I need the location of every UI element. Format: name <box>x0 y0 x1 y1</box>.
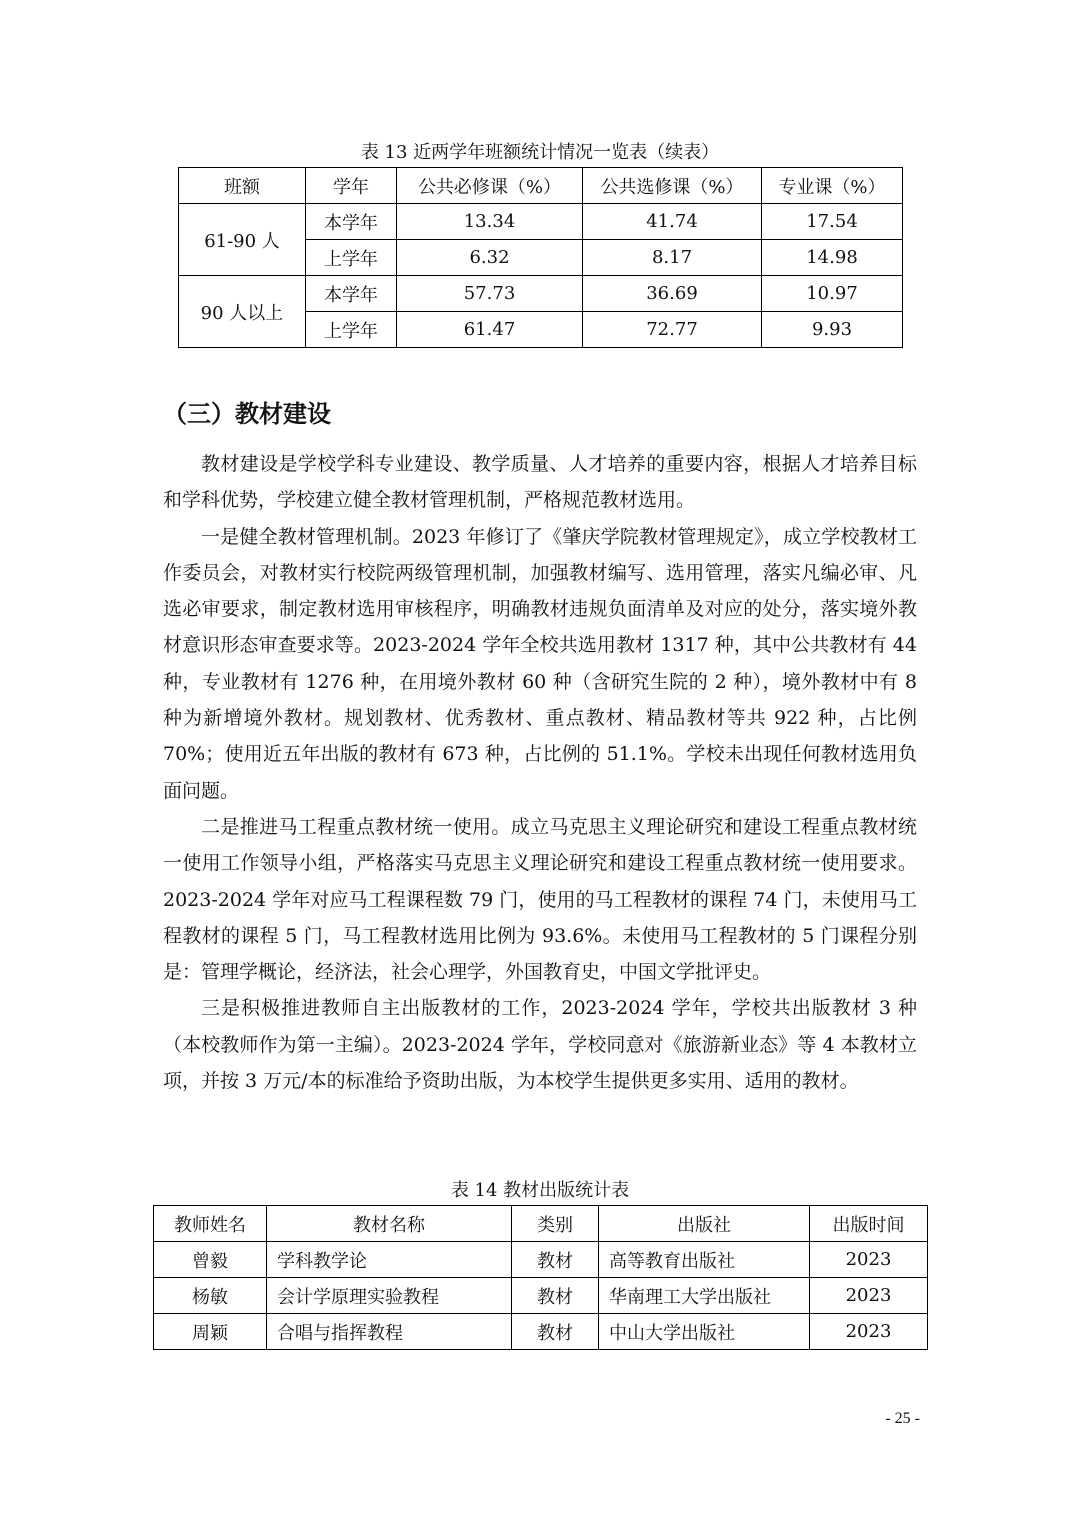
table-row <box>154 1314 928 1350</box>
year-cell: 2023 <box>810 1278 928 1314</box>
year-cell: 上学年 <box>306 312 397 348</box>
type-cell: 教材 <box>512 1314 599 1350</box>
table-row <box>154 1278 928 1314</box>
table-row <box>179 276 903 312</box>
publisher-cell: 中山大学出版社 <box>599 1314 810 1350</box>
value-cell: 6.32 <box>397 240 583 276</box>
table13-caption: 表 13 近两学年班额统计情况一览表（续表） <box>360 142 720 163</box>
paragraph: 三是积极推进教师自主出版教材的工作，2023-2024 学年，学校共出版教材 3 种（本校教师作为第一主编）。2023-2024 学年，学校同意对《旅游新业态》等 4 本教材立项，并按 3 万元/本的标准给予资助出版，为本校学生提供更多实用、适用的教材。 <box>163 997 917 1093</box>
header-cell: 类别 <box>512 1206 599 1242</box>
teacher-cell: 杨敏 <box>154 1278 267 1314</box>
section-heading: （三）教材建设 <box>163 400 331 428</box>
header-cell: 出版时间 <box>810 1206 928 1242</box>
table-header-row <box>154 1206 928 1242</box>
table14 <box>153 1205 928 1350</box>
header-cell: 学年 <box>306 168 397 204</box>
table-header-row <box>179 168 903 204</box>
section-body <box>163 446 917 1099</box>
value-cell: 8.17 <box>583 240 762 276</box>
type-cell: 教材 <box>512 1278 599 1314</box>
value-cell: 10.97 <box>762 276 903 312</box>
publisher-cell: 华南理工大学出版社 <box>599 1278 810 1314</box>
value-cell: 13.34 <box>397 204 583 240</box>
paragraph: 一是健全教材管理机制。2023 年修订了《肇庆学院教材管理规定》，成立学校教材工作委员会，对教材实行校院两级管理机制，加强教材编写、选用管理，落实凡编必审、凡选必审要求，制定教材选用审核程序，明确教材违规负面清单及对应的处分，落实境外教材意识形态审查要求等。2023-2024 学年全校共选用教材 1317 种，其中公共教材有 44 种，专业教材有 1276 种，在用境外教材 60 种（含研究生院的 2 种），境外教材中有 8 种为新增境外教材。规划教材、优秀教材、重点教材、精品教材等共 922 种，占比例 70%；使用近五年出版的教材有 673 种，占比例的 51.1%。学校未出现任何教材选用负面问题。 <box>163 525 917 802</box>
header-cell: 教师姓名 <box>154 1206 267 1242</box>
class-size-cell: 90 人以上 <box>179 276 306 348</box>
header-cell: 教材名称 <box>267 1206 512 1242</box>
year-cell: 本学年 <box>306 276 397 312</box>
year-cell: 上学年 <box>306 240 397 276</box>
paragraph: 教材建设是学校学科专业建设、教学质量、人才培养的重要内容，根据人才培养目标和学科优势，学校建立健全教材管理机制，严格规范教材选用。 <box>163 453 917 512</box>
value-cell: 17.54 <box>762 204 903 240</box>
header-cell: 班额 <box>179 168 306 204</box>
teacher-cell: 周颖 <box>154 1314 267 1350</box>
value-cell: 14.98 <box>762 240 903 276</box>
table-row <box>154 1242 928 1278</box>
table13 <box>178 167 903 348</box>
title-cell: 合唱与指挥教程 <box>267 1314 512 1350</box>
year-cell: 2023 <box>810 1314 928 1350</box>
header-cell: 专业课（%） <box>762 168 903 204</box>
value-cell: 36.69 <box>583 276 762 312</box>
title-cell: 学科教学论 <box>267 1242 512 1278</box>
publisher-cell: 高等教育出版社 <box>599 1242 810 1278</box>
table-row <box>179 204 903 240</box>
value-cell: 57.73 <box>397 276 583 312</box>
page-number: - 25 - <box>885 1410 920 1427</box>
type-cell: 教材 <box>512 1242 599 1278</box>
teacher-cell: 曾毅 <box>154 1242 267 1278</box>
header-cell: 公共必修课（%） <box>397 168 583 204</box>
value-cell: 41.74 <box>583 204 762 240</box>
header-cell: 公共选修课（%） <box>583 168 762 204</box>
value-cell: 9.93 <box>762 312 903 348</box>
title-cell: 会计学原理实验教程 <box>267 1278 512 1314</box>
year-cell: 本学年 <box>306 204 397 240</box>
value-cell: 61.47 <box>397 312 583 348</box>
value-cell: 72.77 <box>583 312 762 348</box>
header-cell: 出版社 <box>599 1206 810 1242</box>
paragraph: 二是推进马工程重点教材统一使用。成立马克思主义理论研究和建设工程重点教材统一使用工作领导小组，严格落实马克思主义理论研究和建设工程重点教材统一使用要求。2023-2024 学年对应马工程课程数 79 门，使用的马工程教材的课程 74 门，未使用马工程教材的课程 5 门，马工程教材选用比例为 93.6%。未使用马工程教材的 5 门课程分别是：管理学概论，经济法，社会心理学，外国教育史，中国文学批评史。 <box>163 815 917 984</box>
class-size-cell: 61-90 人 <box>179 204 306 276</box>
year-cell: 2023 <box>810 1242 928 1278</box>
table14-caption: 表 14 教材出版统计表 <box>450 1180 630 1201</box>
